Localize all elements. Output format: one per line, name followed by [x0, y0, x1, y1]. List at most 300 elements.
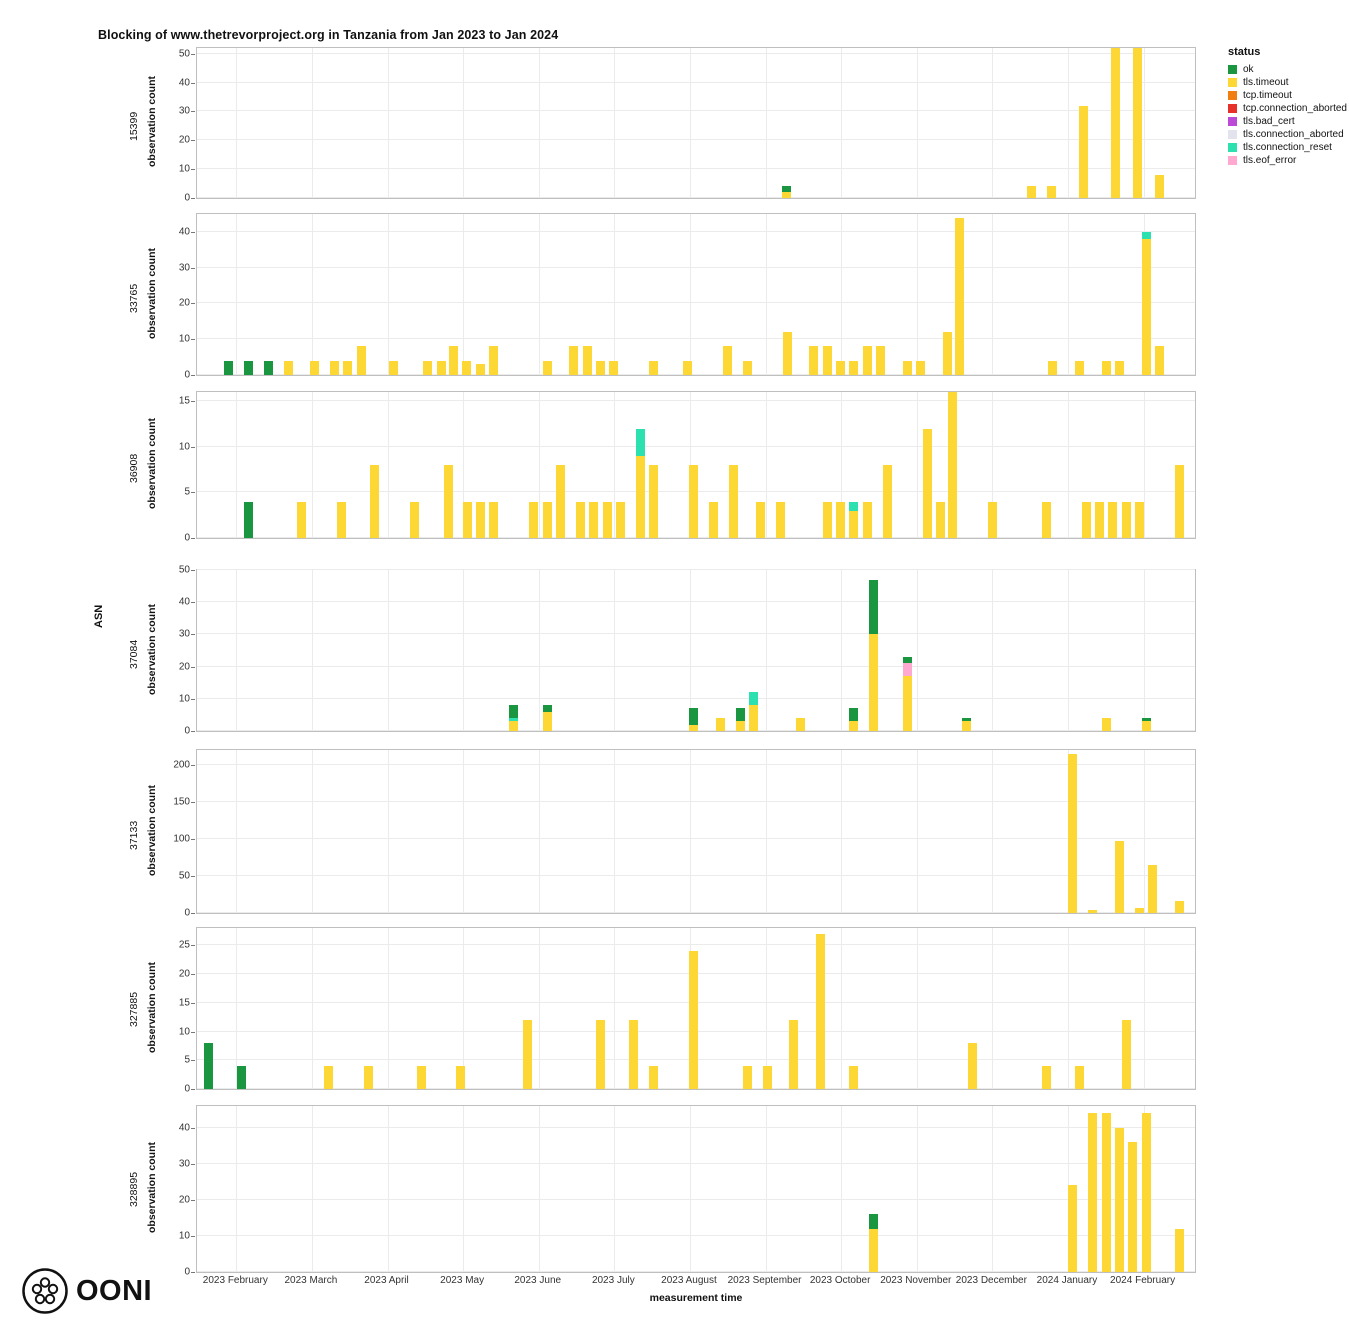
legend-item-label: tcp.connection_aborted: [1243, 102, 1347, 114]
y-axis-tick-label: 25: [178, 939, 190, 951]
grid-line: [690, 214, 691, 375]
y-axis-tick-mark: [191, 492, 195, 493]
y-axis-tick-label: 0: [184, 532, 190, 544]
bar-segment: [543, 705, 552, 711]
bar[interactable]: [1075, 361, 1084, 375]
bar[interactable]: [583, 346, 592, 375]
bar-segment: [1155, 346, 1164, 375]
bar[interactable]: [783, 332, 792, 375]
bar[interactable]: [476, 502, 485, 539]
bar[interactable]: [449, 346, 458, 375]
bar[interactable]: [876, 346, 885, 375]
y-axis-label: observation count: [146, 247, 158, 339]
bar-segment: [337, 502, 346, 539]
bar-segment: [1175, 901, 1184, 913]
y-axis-tick-mark: [191, 140, 195, 141]
grid-line: [766, 928, 767, 1089]
y-axis-tick-label: 20: [178, 1194, 190, 1206]
page-title: Blocking of www.thetrevorproject.org in Tanzania from Jan 2023 to Jan 2024: [98, 28, 559, 42]
bar[interactable]: [776, 502, 785, 539]
bar-segment: [603, 502, 612, 539]
grid-line: [1068, 570, 1069, 731]
x-axis-tick-label: 2023 May: [440, 1275, 485, 1286]
grid-line: [312, 1106, 313, 1272]
bar[interactable]: [364, 1066, 373, 1089]
bar[interactable]: [330, 361, 339, 375]
grid-line: [463, 1106, 464, 1272]
bar[interactable]: [417, 1066, 426, 1089]
bar[interactable]: [1115, 361, 1124, 375]
bar-segment: [529, 502, 538, 539]
bar-segment: [883, 465, 892, 538]
y-axis-tick-label: 10: [178, 693, 190, 705]
bar-segment: [1115, 841, 1124, 913]
bar-segment: [244, 361, 253, 375]
bar-segment: [743, 1066, 752, 1089]
bar[interactable]: [1102, 1113, 1111, 1272]
bar[interactable]: [763, 1066, 772, 1089]
y-axis-tick-label: 15: [178, 395, 190, 407]
bar[interactable]: [556, 465, 565, 538]
bar-segment: [869, 1229, 878, 1272]
bar[interactable]: [823, 502, 832, 539]
y-axis-tick-label: 10: [178, 1230, 190, 1242]
bar[interactable]: [204, 1043, 213, 1089]
bar-segment: [437, 361, 446, 375]
bar[interactable]: [1088, 1113, 1097, 1272]
bar[interactable]: [629, 1020, 638, 1089]
bar-segment: [968, 1043, 977, 1089]
bar-segment: [1042, 502, 1051, 539]
bar[interactable]: [529, 502, 538, 539]
x-axis: [196, 1275, 1196, 1291]
bar-segment: [523, 1020, 532, 1089]
bar[interactable]: [736, 708, 745, 731]
bar[interactable]: [603, 502, 612, 539]
grid-line: [388, 750, 389, 913]
bar-segment: [749, 692, 758, 705]
grid-line: [236, 392, 237, 538]
bar-segment: [583, 346, 592, 375]
legend-item[interactable]: [1228, 154, 1347, 167]
grid-line: [197, 838, 1195, 839]
bar-segment: [389, 361, 398, 375]
bar[interactable]: [863, 346, 872, 375]
bar[interactable]: [1155, 346, 1164, 375]
legend-item[interactable]: [1228, 76, 1347, 89]
bar[interactable]: [410, 502, 419, 539]
grid-line: [917, 1106, 918, 1272]
grid-line: [992, 750, 993, 913]
bar[interactable]: [437, 361, 446, 375]
bar-segment: [903, 361, 912, 375]
bar[interactable]: [849, 502, 858, 539]
ooni-logo-icon: [22, 1268, 68, 1314]
bar-segment: [863, 346, 872, 375]
y-axis-tick-label: 10: [178, 333, 190, 345]
legend-swatch-icon: [1228, 78, 1237, 87]
bar[interactable]: [968, 1043, 977, 1089]
y-axis-tick-label: 200: [173, 759, 190, 771]
bar[interactable]: [689, 951, 698, 1089]
bar[interactable]: [689, 708, 698, 731]
facet-label-37084: 37084: [128, 639, 140, 669]
bar[interactable]: [936, 502, 945, 539]
bar[interactable]: [357, 346, 366, 375]
bar[interactable]: [1115, 1128, 1124, 1272]
grid-line: [197, 400, 1195, 401]
bar[interactable]: [616, 502, 625, 539]
y-axis-tick-label: 40: [178, 1122, 190, 1134]
bar-segment: [869, 634, 878, 731]
y-axis-tick-mark: [191, 268, 195, 269]
bar-segment: [237, 1066, 246, 1089]
bar-segment: [903, 657, 912, 663]
legend-item[interactable]: [1228, 63, 1347, 76]
y-axis-label: observation count: [146, 75, 158, 167]
bar[interactable]: [1142, 232, 1151, 375]
bar-segment: [324, 1066, 333, 1089]
bar[interactable]: [596, 361, 605, 375]
bar[interactable]: [1095, 502, 1104, 539]
grid-line: [236, 928, 237, 1089]
bar[interactable]: [456, 1066, 465, 1089]
facet-panel-33765: [196, 213, 1196, 376]
bar-segment: [863, 502, 872, 539]
legend-item[interactable]: [1228, 102, 1347, 115]
bar[interactable]: [849, 708, 858, 731]
bar-segment: [849, 1066, 858, 1089]
bar[interactable]: [1142, 1113, 1151, 1272]
y-axis-tick-label: 20: [178, 661, 190, 673]
bar-segment: [343, 361, 352, 375]
bar-segment: [849, 361, 858, 375]
bar-segment: [1142, 721, 1151, 731]
bar[interactable]: [1155, 175, 1164, 198]
bar[interactable]: [1115, 841, 1124, 913]
y-axis-tick-label: 50: [178, 564, 190, 576]
bar[interactable]: [297, 502, 306, 539]
y-axis-tick-label: 40: [178, 596, 190, 608]
bar[interactable]: [756, 502, 765, 539]
y-axis-tick-label: 0: [184, 725, 190, 737]
bar[interactable]: [923, 429, 932, 539]
bar[interactable]: [596, 1020, 605, 1089]
bar[interactable]: [1042, 1066, 1051, 1089]
bar-segment: [729, 465, 738, 538]
legend-item[interactable]: [1228, 115, 1347, 128]
grid-line: [388, 392, 389, 538]
bar[interactable]: [444, 465, 453, 538]
bar[interactable]: [569, 346, 578, 375]
grid-line: [614, 750, 615, 913]
facet-axis-label: ASN: [93, 604, 105, 628]
grid-line: [917, 48, 918, 198]
bar-segment: [509, 705, 518, 718]
bar[interactable]: [1122, 502, 1131, 539]
bar[interactable]: [370, 465, 379, 538]
bar-segment: [1088, 910, 1097, 913]
bar[interactable]: [1042, 502, 1051, 539]
bar-segment: [782, 192, 791, 198]
x-axis-tick-label: 2024 February: [1110, 1275, 1176, 1286]
bar-segment: [649, 465, 658, 538]
y-axis-tick-label: 0: [184, 907, 190, 919]
bar[interactable]: [1047, 186, 1056, 198]
grid-line: [197, 168, 1195, 169]
bar-segment: [489, 346, 498, 375]
bar-segment: [1122, 502, 1131, 539]
bar-segment: [903, 663, 912, 676]
bar[interactable]: [636, 429, 645, 539]
bar[interactable]: [823, 346, 832, 375]
bar[interactable]: [796, 718, 805, 731]
bar[interactable]: [543, 502, 552, 539]
bar[interactable]: [423, 361, 432, 375]
legend-item-label: tls.connection_aborted: [1243, 128, 1344, 140]
bar[interactable]: [849, 1066, 858, 1089]
bar[interactable]: [863, 502, 872, 539]
y-axis-label: observation count: [146, 603, 158, 695]
bar[interactable]: [244, 361, 253, 375]
bar[interactable]: [1122, 1020, 1131, 1089]
bar[interactable]: [1102, 361, 1111, 375]
y-axis-tick-mark: [191, 169, 195, 170]
bar[interactable]: [988, 502, 997, 539]
y-axis-tick-mark: [191, 339, 195, 340]
bar[interactable]: [743, 361, 752, 375]
facet-label-33765: 33765: [128, 283, 140, 313]
bar-segment: [689, 465, 698, 538]
y-axis-tick-mark: [191, 1089, 195, 1090]
grid-line: [197, 764, 1195, 765]
bar[interactable]: [836, 502, 845, 539]
bar[interactable]: [689, 465, 698, 538]
bar-segment: [370, 465, 379, 538]
bar[interactable]: [343, 361, 352, 375]
bar-segment: [636, 456, 645, 538]
bar[interactable]: [903, 657, 912, 731]
bar[interactable]: [816, 934, 825, 1089]
y-axis-tick-mark: [191, 1164, 195, 1165]
facet-label-15399: 15399: [128, 111, 140, 141]
bar[interactable]: [1175, 1229, 1184, 1272]
x-axis-label: measurement time: [649, 1292, 743, 1304]
bar[interactable]: [1135, 908, 1144, 913]
grid-line: [917, 928, 918, 1089]
grid-line: [388, 928, 389, 1089]
bar[interactable]: [324, 1066, 333, 1089]
bar-segment: [1075, 1066, 1084, 1089]
bar[interactable]: [543, 361, 552, 375]
bar[interactable]: [869, 580, 878, 731]
bar[interactable]: [337, 502, 346, 539]
bar-segment: [1088, 1113, 1097, 1272]
bar[interactable]: [1048, 361, 1057, 375]
grid-line: [539, 928, 540, 1089]
y-axis-tick-mark: [191, 83, 195, 84]
bar[interactable]: [836, 361, 845, 375]
grid-line: [197, 1163, 1195, 1164]
bar-segment: [869, 580, 878, 635]
bar-segment: [955, 218, 964, 375]
bar[interactable]: [1133, 48, 1142, 198]
bar[interactable]: [389, 361, 398, 375]
bar[interactable]: [1175, 901, 1184, 913]
grid-line: [197, 82, 1195, 83]
grid-line: [197, 569, 1195, 570]
grid-line: [197, 267, 1195, 268]
bar[interactable]: [476, 364, 485, 375]
x-axis-tick-label: 2023 July: [591, 1275, 635, 1286]
bar[interactable]: [589, 502, 598, 539]
y-axis-tick-mark: [191, 401, 195, 402]
bar[interactable]: [237, 1066, 246, 1089]
bar[interactable]: [264, 361, 273, 375]
bar[interactable]: [1135, 502, 1144, 539]
y-axis-tick-label: 30: [178, 105, 190, 117]
bar[interactable]: [962, 718, 971, 731]
grid-line: [197, 302, 1195, 303]
bar[interactable]: [1068, 1185, 1077, 1272]
bar-segment: [1175, 1229, 1184, 1272]
bar[interactable]: [1075, 1066, 1084, 1089]
bar[interactable]: [948, 392, 957, 538]
bar-segment: [709, 502, 718, 539]
bar[interactable]: [1027, 186, 1036, 198]
bar[interactable]: [310, 361, 319, 375]
bar-segment: [1148, 865, 1157, 913]
bar[interactable]: [609, 361, 618, 375]
bar-segment: [476, 364, 485, 375]
grid-line: [690, 1106, 691, 1272]
bar[interactable]: [1111, 48, 1120, 198]
bar[interactable]: [809, 346, 818, 375]
bar-segment: [616, 502, 625, 539]
bar[interactable]: [1102, 718, 1111, 731]
y-axis-tick-mark: [191, 54, 195, 55]
grid-line: [614, 570, 615, 731]
bar[interactable]: [716, 718, 725, 731]
bar[interactable]: [1175, 465, 1184, 538]
bar[interactable]: [789, 1020, 798, 1089]
y-axis-tick-mark: [191, 765, 195, 766]
bar[interactable]: [1079, 106, 1088, 198]
bar-segment: [589, 502, 598, 539]
y-axis-tick-mark: [191, 447, 195, 448]
bar[interactable]: [649, 1066, 658, 1089]
bar[interactable]: [955, 218, 964, 375]
bar[interactable]: [463, 502, 472, 539]
bar[interactable]: [883, 465, 892, 538]
y-axis-tick-mark: [191, 1272, 195, 1273]
y-axis-label: observation count: [146, 961, 158, 1053]
bar[interactable]: [576, 502, 585, 539]
bar[interactable]: [1142, 718, 1151, 731]
legend-item[interactable]: [1228, 89, 1347, 102]
bar[interactable]: [1082, 502, 1091, 539]
bar-segment: [849, 708, 858, 721]
grid-line: [312, 214, 313, 375]
y-axis-tick-mark: [191, 303, 195, 304]
y-axis-tick-mark: [191, 111, 195, 112]
y-axis-tick-mark: [191, 198, 195, 199]
bar[interactable]: [709, 502, 718, 539]
bar[interactable]: [849, 361, 858, 375]
bar[interactable]: [1088, 910, 1097, 913]
grid-line: [388, 214, 389, 375]
bar[interactable]: [509, 705, 518, 731]
y-axis-tick-label: 20: [178, 968, 190, 980]
grid-line: [197, 1199, 1195, 1200]
bar[interactable]: [869, 1214, 878, 1272]
bar-segment: [816, 934, 825, 1089]
bar[interactable]: [284, 361, 293, 375]
bar-segment: [789, 1020, 798, 1089]
grid-line: [197, 53, 1195, 54]
bar-segment: [1133, 48, 1142, 198]
bar[interactable]: [749, 692, 758, 731]
bar[interactable]: [649, 465, 658, 538]
grid-line: [992, 570, 993, 731]
y-axis-tick-mark: [191, 876, 195, 877]
bar[interactable]: [723, 346, 732, 375]
bar[interactable]: [916, 361, 925, 375]
grid-line: [236, 48, 237, 198]
facet-label-327885: 327885: [128, 991, 140, 1027]
legend-item-label: tls.eof_error: [1243, 154, 1297, 166]
y-axis-tick-mark: [191, 1200, 195, 1201]
grid-line: [841, 928, 842, 1089]
bar[interactable]: [743, 1066, 752, 1089]
bar[interactable]: [683, 361, 692, 375]
x-axis-tick-label: 2023 October: [809, 1275, 871, 1286]
bar[interactable]: [729, 465, 738, 538]
y-axis-tick-label: 30: [178, 1158, 190, 1170]
bar-segment: [609, 361, 618, 375]
bar[interactable]: [903, 361, 912, 375]
bar-segment: [716, 718, 725, 731]
legend-item-label: tls.timeout: [1243, 76, 1289, 88]
bar[interactable]: [649, 361, 658, 375]
bar[interactable]: [244, 502, 253, 539]
bar-segment: [1155, 175, 1164, 198]
legend-item[interactable]: [1228, 141, 1347, 154]
bar[interactable]: [1148, 865, 1157, 913]
bar[interactable]: [782, 186, 791, 198]
legend-item[interactable]: [1228, 128, 1347, 141]
bar[interactable]: [523, 1020, 532, 1089]
bar[interactable]: [1128, 1142, 1137, 1272]
grid-line: [766, 1106, 767, 1272]
grid-line: [388, 570, 389, 731]
bar[interactable]: [1068, 754, 1077, 913]
bar-segment: [849, 502, 858, 511]
bar[interactable]: [543, 705, 552, 731]
bar[interactable]: [943, 332, 952, 375]
bar[interactable]: [489, 346, 498, 375]
bar[interactable]: [462, 361, 471, 375]
y-axis-tick-mark: [191, 839, 195, 840]
bar-segment: [649, 1066, 658, 1089]
bar[interactable]: [489, 502, 498, 539]
bar-segment: [1102, 718, 1111, 731]
facet-panel-37084: [196, 569, 1196, 732]
bar[interactable]: [224, 361, 233, 375]
bar[interactable]: [1108, 502, 1117, 539]
legend-swatch-icon: [1228, 104, 1237, 113]
y-axis-tick-label: 20: [178, 134, 190, 146]
